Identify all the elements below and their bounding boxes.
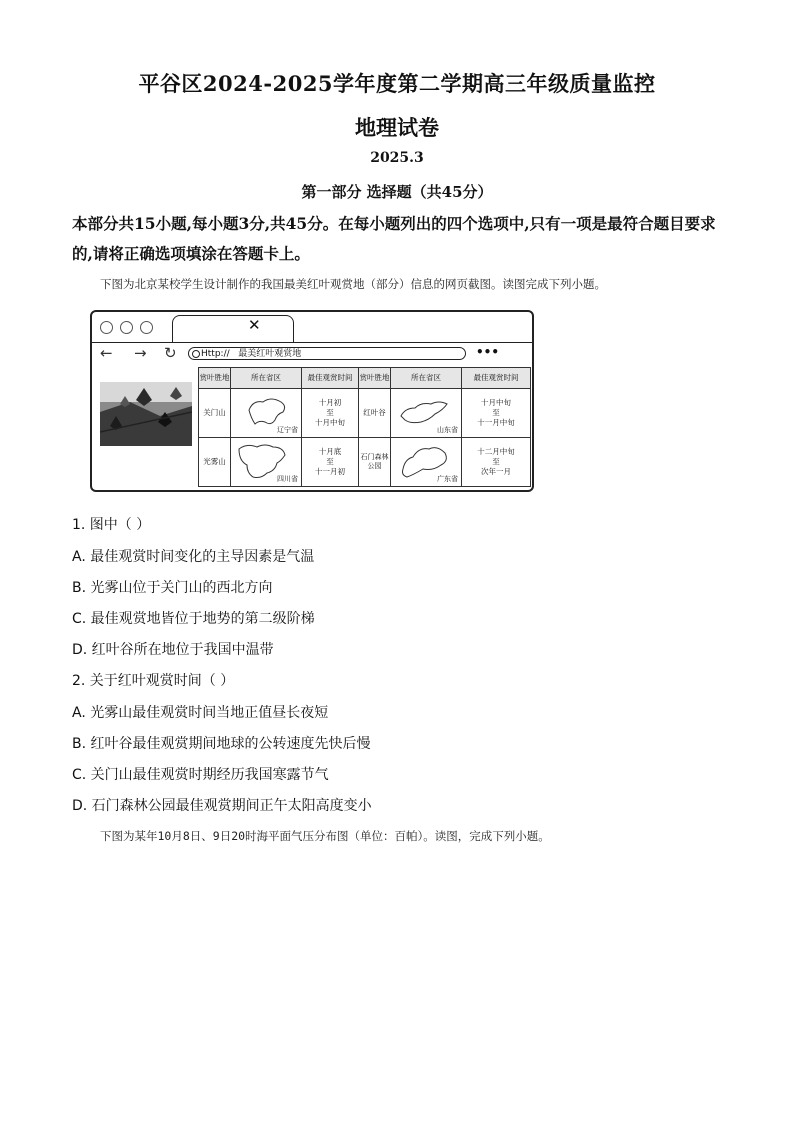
province-label: 辽宁省: [277, 426, 298, 434]
time-cell: [302, 389, 359, 438]
subject-title: 地理试卷: [355, 115, 439, 140]
address-text: 最美红叶观赏地: [238, 349, 302, 359]
passage-1: 下图为北京某校学生设计制作的我国最美红叶观赏地（部分）信息的网页截图。读图完成下列小题。: [100, 277, 606, 291]
place-cell: 石门森林公园: [359, 438, 391, 487]
table-row: [199, 438, 531, 487]
question-2-stem: 2. 关于红叶观赏时间（ ）: [72, 673, 235, 689]
browser-tab: [172, 315, 294, 342]
passage-2: 下图为某年10月8日、9日20时海平面气压分布图（单位：百帕）。读图，完成下列小题。: [100, 829, 550, 843]
address-bar: [188, 347, 466, 360]
time-line: 十月初: [318, 398, 342, 407]
tab-bar: [92, 312, 532, 343]
place-cell: 光雾山: [199, 438, 231, 487]
header-cell: 最佳观赏时间: [462, 368, 531, 389]
back-arrow-icon: ←: [100, 344, 113, 362]
exam-date: 2025.3: [370, 150, 424, 166]
question-2-option-a: A. 光雾山最佳观赏时间当地正值昼长夜短: [72, 705, 329, 721]
table-header-row: [199, 368, 531, 389]
address-prefix: Http://: [201, 349, 230, 359]
question-1-option-d: D. 红叶谷所在地位于我国中温带: [72, 642, 274, 658]
time-line: 至: [326, 457, 334, 466]
time-line: 至: [326, 408, 334, 417]
time-cell: [302, 438, 359, 487]
place-cell: 红叶谷: [359, 389, 391, 438]
header-cell: 所在省区: [391, 368, 462, 389]
instructions: 本部分共15小题,每小题3分,共45分。在每小题列出的四个选项中,只有一项是最符合题目要求的,请将正确选项填涂在答题卡上。: [72, 214, 716, 263]
header-cell: 赏叶胜地: [359, 368, 391, 389]
maple-leaf-photo: [100, 382, 192, 446]
time-line: 次年一月: [481, 467, 511, 476]
question-1-option-b: B. 光雾山位于关门山的西北方向: [72, 580, 273, 596]
close-icon: ✕: [248, 316, 261, 334]
place-cell: 关门山: [199, 389, 231, 438]
question-2-option-d: D. 石门森林公园最佳观赏期间正午太阳高度变小: [72, 798, 372, 814]
time-cell: [462, 389, 531, 438]
exam-title: 平谷区2024-2025学年度第二学期高三年级质量监控: [138, 71, 656, 96]
question-2-option-c: C. 关门山最佳观赏时期经历我国寒露节气: [72, 767, 329, 783]
browser-figure: [90, 310, 534, 492]
province-label: 四川省: [277, 475, 298, 483]
time-cell: [462, 438, 531, 487]
time-line: 至: [492, 457, 500, 466]
province-map-cell: [231, 389, 302, 438]
time-line: 十一月初: [315, 467, 345, 476]
more-icon: •••: [476, 345, 500, 359]
table-row: [199, 389, 531, 438]
forward-arrow-icon: →: [134, 344, 147, 362]
time-line: 十二月中旬: [477, 447, 515, 456]
time-line: 十月中旬: [315, 418, 345, 427]
province-map-cell: [231, 438, 302, 487]
province-label: 山东省: [437, 426, 458, 434]
window-dot-icon: [100, 321, 113, 334]
refresh-icon: ↻: [164, 344, 177, 362]
province-label: 广东省: [437, 475, 458, 483]
question-1-option-a: A. 最佳观赏时间变化的主导因素是气温: [72, 549, 315, 565]
question-1-option-c: C. 最佳观赏地皆位于地势的第二级阶梯: [72, 611, 315, 627]
time-line: 十月底: [318, 447, 342, 456]
header-cell: 所在省区: [231, 368, 302, 389]
time-line: 十月中旬: [481, 398, 511, 407]
header-cell: 最佳观赏时间: [302, 368, 359, 389]
province-map-cell: [391, 438, 462, 487]
window-dot-icon: [140, 321, 153, 334]
time-line: 十一月中旬: [477, 418, 515, 427]
section-heading: 第一部分 选择题（共45分）: [301, 183, 493, 201]
question-1-stem: 1. 图中（ ）: [72, 517, 151, 533]
window-dot-icon: [120, 321, 133, 334]
question-2-option-b: B. 红叶谷最佳观赏期间地球的公转速度先快后慢: [72, 736, 371, 752]
province-map-cell: [391, 389, 462, 438]
red-leaf-table: [198, 367, 531, 487]
time-line: 至: [492, 408, 500, 417]
search-icon: [192, 350, 200, 358]
header-cell: 赏叶胜地: [199, 368, 231, 389]
